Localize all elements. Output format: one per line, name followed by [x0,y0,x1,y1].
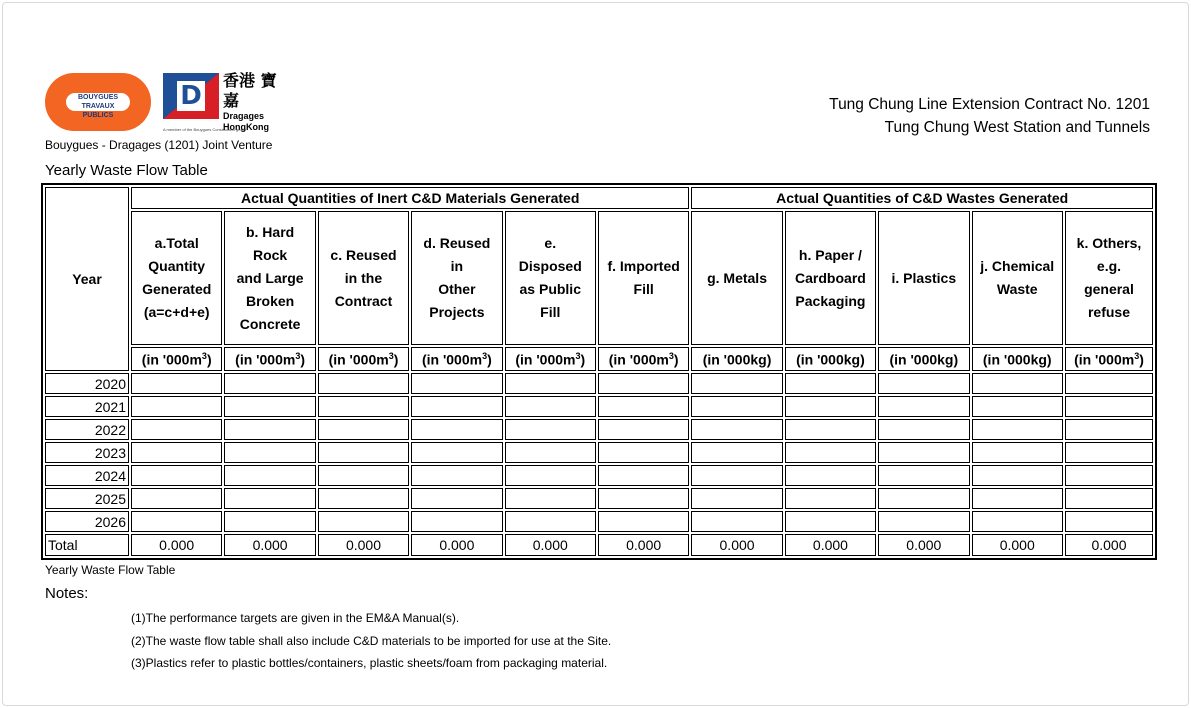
unit-text: (in '000m [1074,351,1135,368]
year-cell: 2025 [45,488,129,509]
data-cell [318,373,409,394]
column-header-line: and Large [236,269,304,286]
column-header-line: Cardboard [795,269,866,286]
unit-row [45,347,1153,371]
data-cell [318,465,409,486]
data-cell [411,442,502,463]
data-cell [785,465,876,486]
data-cell [691,442,782,463]
data-cell [785,442,876,463]
column-header-line: Disposed [518,258,582,274]
column-header-line: Broken [245,292,295,309]
data-cell [131,396,222,417]
contract-line-2: Tung Chung West Station and Tunnels [884,119,1150,136]
data-cell [785,419,876,440]
table-row [45,488,1153,509]
data-cell [131,511,222,532]
data-cell [972,442,1063,463]
column-header [691,211,782,345]
unit-text: (in '000m [515,351,576,368]
column-header-line: Fill [540,304,561,320]
total-cell: 0.000 [1065,534,1153,556]
unit-close: ) [673,351,679,368]
column-header [972,211,1063,345]
unit-superscript: 3 [201,350,207,361]
data-cell [224,419,315,440]
column-unit [224,347,315,371]
data-cell [224,442,315,463]
unit-close: ) [206,351,212,368]
data-cell [224,373,315,394]
data-cell [598,396,689,417]
data-cell [691,511,782,532]
total-cell: 0.000 [224,534,315,556]
document-title: Yearly Waste Flow Table [45,162,208,179]
data-cell [131,442,222,463]
unit-close: ) [300,351,305,368]
data-cell [1065,488,1153,509]
data-cell [411,419,502,440]
bouygues-logo-text: BOUYGUES TRAVAUX PUBLICS [66,93,130,111]
total-cell: 0.000 [691,534,782,556]
column-header-line: f. Imported [607,258,680,274]
column-header-line: general [1084,281,1134,297]
data-cell [131,419,222,440]
data-cell [691,396,782,417]
data-cell [878,511,969,532]
data-cell [878,396,969,417]
data-cell [224,465,315,486]
data-cell [878,465,969,486]
dragages-logo-cn: 香港 寶嘉 [223,71,277,110]
column-header-line: i. Plastics [891,269,957,286]
data-cell [224,511,315,532]
data-cell [224,488,315,509]
column-header-row [45,211,1153,345]
column-unit [785,347,876,371]
column-header [785,211,876,345]
data-cell [505,511,596,532]
column-unit [131,347,222,371]
column-unit [318,347,409,371]
data-cell [505,442,596,463]
year-cell: 2021 [45,396,129,417]
column-header-line: Quantity [148,258,206,274]
data-cell [785,511,876,532]
table-row [45,465,1153,486]
data-cell [131,373,222,394]
data-cell [505,419,596,440]
column-header [1065,211,1153,345]
total-cell: 0.000 [878,534,969,556]
unit-superscript: 3 [668,350,674,361]
unit-text: (in '000kg) [796,351,865,368]
waste-flow-table [41,183,1157,560]
column-header-line: Rock [252,246,288,263]
group-header-waste: Actual Quantities of C&D Wastes Generated [691,187,1153,209]
column-header-line: Other [438,281,476,297]
total-row [45,534,1153,556]
total-cell: 0.000 [785,534,876,556]
bouygues-logo [45,73,151,131]
data-cell [1065,465,1153,486]
column-header-line: Concrete [239,315,301,332]
total-cell: 0.000 [598,534,689,556]
data-cell [224,396,315,417]
year-cell: 2020 [45,373,129,394]
unit-text: (in '000m [328,351,389,368]
contract-line-1: Tung Chung Line Extension Contract No. 1201 [829,96,1150,113]
data-cell [131,488,222,509]
table-row [45,511,1153,532]
unit-superscript: 3 [295,350,301,361]
unit-text: (in '000m [608,351,669,368]
total-label: Total [45,534,129,556]
table-row [45,373,1153,394]
column-unit [411,347,502,371]
column-unit [505,347,596,371]
group-header-inert: Actual Quantities of Inert C&D Materials Generated [131,187,689,209]
total-cell: 0.000 [411,534,502,556]
column-header-line: as Public [519,281,581,297]
data-cell [598,373,689,394]
table-row [45,442,1153,463]
data-cell [972,511,1063,532]
data-cell [598,442,689,463]
table-row [45,396,1153,417]
data-cell [972,488,1063,509]
note-item: (1)The performance targets are given in the EM&A Manual(s). [131,611,460,625]
table-row [45,419,1153,440]
column-header-line: Projects [429,304,485,320]
data-cell [878,373,969,394]
group-header-row [45,187,1153,209]
notes-list [131,607,611,675]
column-header-line: Waste [996,281,1038,297]
data-cell [1065,442,1153,463]
column-header-line: e.g. [1096,258,1122,274]
data-cell [131,465,222,486]
data-cell [972,373,1063,394]
column-header-line: d. Reused [423,235,491,251]
column-header-line: (a=c+d+e) [143,304,210,320]
unit-text: (in '000m [235,351,296,368]
column-unit [972,347,1063,371]
column-header-line: refuse [1087,304,1130,320]
data-cell [411,488,502,509]
notes-title: Notes: [45,585,89,602]
dragages-logo: D [163,73,219,119]
column-header [411,211,502,345]
column-header-line: c. Reused [330,246,397,263]
column-header [224,211,315,345]
dragages-logo-text [223,71,279,133]
data-cell [411,373,502,394]
dragages-logo-line2: HongKong [223,122,269,132]
data-cell [411,511,502,532]
contract-info [829,93,1150,139]
column-header-line: b. Hard [245,223,295,240]
column-unit [878,347,969,371]
year-cell: 2024 [45,465,129,486]
data-cell [691,373,782,394]
data-cell [878,488,969,509]
unit-text: (in '000kg) [982,351,1052,368]
data-cell [1065,511,1153,532]
data-cell [318,396,409,417]
data-cell [785,373,876,394]
column-header-line: h. Paper / [798,246,862,263]
column-header-line: g. Metals [707,269,767,286]
data-cell [411,396,502,417]
table-caption: Yearly Waste Flow Table [45,563,176,577]
column-header-line: Contract [334,292,393,309]
data-cell [318,419,409,440]
data-cell [505,396,596,417]
unit-text: (in '000m [421,351,483,368]
year-cell: 2026 [45,511,129,532]
year-header: Year [45,187,129,371]
total-cell: 0.000 [318,534,409,556]
column-header-line: in the [344,269,383,286]
data-cell [598,488,689,509]
column-header-line: j. Chemical [980,258,1055,274]
data-cell [691,465,782,486]
column-unit [1065,347,1153,371]
total-cell: 0.000 [131,534,222,556]
data-cell [972,419,1063,440]
data-cell [1065,373,1153,394]
data-cell [411,465,502,486]
column-unit [598,347,689,371]
unit-superscript: 3 [1134,350,1140,361]
column-header [598,211,689,345]
data-cell [785,396,876,417]
document-page [2,2,1189,706]
unit-close: ) [580,351,586,368]
unit-superscript: 3 [482,350,488,361]
unit-close: ) [1139,351,1144,368]
data-cell [318,488,409,509]
data-cell [505,488,596,509]
data-cell [505,373,596,394]
data-cell [972,396,1063,417]
column-header [318,211,409,345]
data-cell [505,465,596,486]
year-cell: 2022 [45,419,129,440]
joint-venture-name: Bouygues - Dragages (1201) Joint Venture [45,138,273,152]
note-item: (2)The waste flow table shall also include C&D materials to be imported for use at the Site. [131,633,612,648]
total-cell: 0.000 [972,534,1063,556]
note-item: (3)Plastics refer to plastic bottles/containers, plastic sheets/foam from packaging material. [131,656,608,670]
column-header-line: Generated [142,281,212,297]
column-header-line: a.Total [154,235,199,251]
column-header-line: k. Others, [1076,235,1142,251]
total-cell: 0.000 [505,534,596,556]
data-cell [1065,396,1153,417]
column-header-line: e. [544,235,557,251]
year-cell: 2023 [45,442,129,463]
unit-close: ) [393,351,399,368]
data-cell [878,419,969,440]
column-header [505,211,596,345]
column-header [878,211,969,345]
data-cell [318,511,409,532]
company-logos [45,71,275,137]
column-header-line: in [450,258,464,274]
dragages-logo-line1: Dragages [223,111,265,121]
data-cell [878,442,969,463]
column-header [131,211,222,345]
unit-text: (in '000kg) [889,351,959,368]
column-header-line: Packaging [795,292,866,309]
data-cell [1065,419,1153,440]
column-unit [691,347,782,371]
data-cell [691,419,782,440]
data-cell [691,488,782,509]
column-header-line: Fill [633,281,654,297]
data-cell [598,465,689,486]
data-cell [318,442,409,463]
unit-superscript: 3 [575,350,581,361]
unit-text: (in '000kg) [702,351,772,368]
data-cell [972,465,1063,486]
dragages-logo-small: A member of the Bouygues Construction group [163,127,247,132]
unit-superscript: 3 [388,350,394,361]
unit-text: (in '000m [141,351,202,368]
unit-close: ) [487,351,492,368]
data-cell [598,419,689,440]
data-cell [785,488,876,509]
data-cell [598,511,689,532]
